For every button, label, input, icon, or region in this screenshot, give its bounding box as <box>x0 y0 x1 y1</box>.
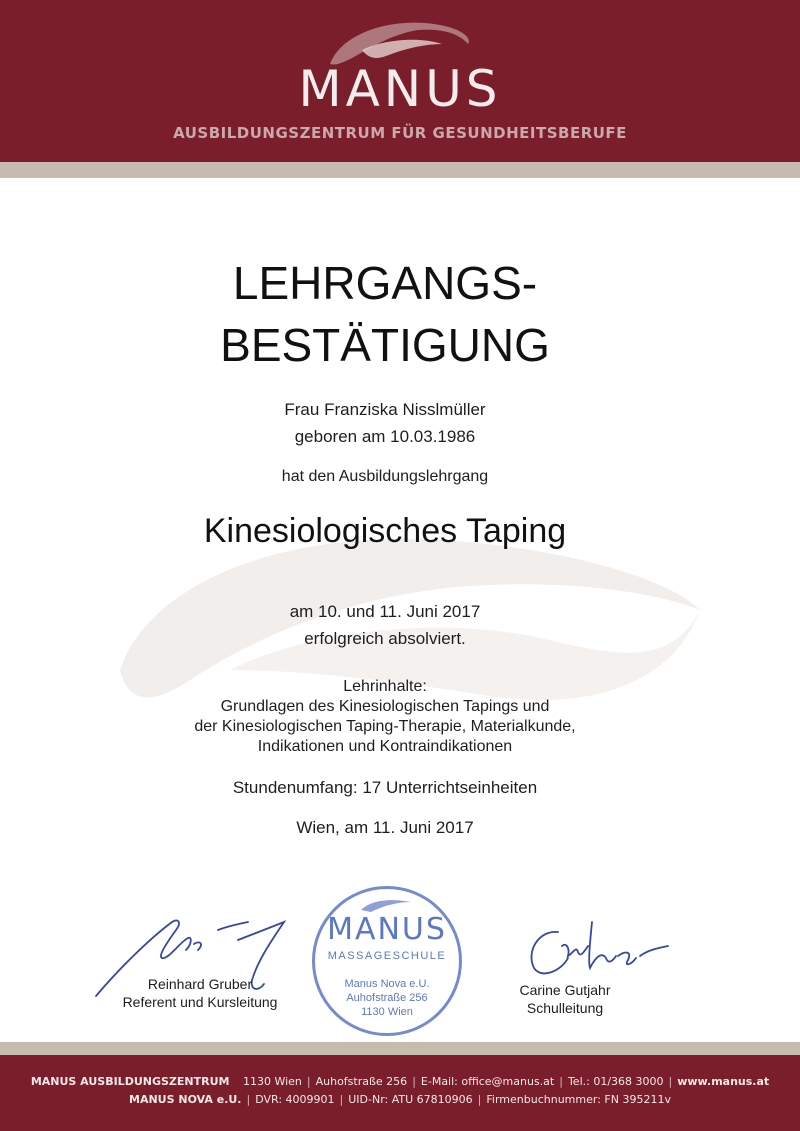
content-heading: Lehrinhalte: <box>343 678 427 695</box>
content-list <box>0 697 770 757</box>
footer-street: Auhofstraße 256 <box>315 1075 408 1088</box>
recipient-name: Frau Franziska Nisslmüller <box>284 400 486 419</box>
content-line: Grundlagen des Kinesiologischen Tapings und <box>220 698 550 715</box>
course-name: Kinesiologisches Taping <box>203 512 567 550</box>
birth-date: geboren am 10.03.1986 <box>294 427 476 446</box>
footer-line-2: MANUS NOVA e.U. | DVR: 4009901 | UID-Nr: ATU 67810906 | Firmenbuchnummer: FN 395211v <box>129 1093 671 1106</box>
footer-banner <box>0 1055 800 1131</box>
manus-logo-wordmark: MANUS <box>298 60 502 118</box>
footer-uid: UID-Nr: ATU 67810906 <box>348 1093 473 1106</box>
signer-right-name: Carine Gutjahr <box>519 982 611 998</box>
stamp-subtitle: MASSAGESCHULE <box>327 950 447 962</box>
content-line: Indikationen und Kontraindikationen <box>257 738 513 755</box>
footer-dvr: DVR: 4009901 <box>255 1093 335 1106</box>
stamp-logo-text: MANUS <box>327 912 447 947</box>
title-line-2: BESTÄTIGUNG <box>220 319 550 371</box>
stamp-street: Auhofstraße 256 <box>346 992 428 1004</box>
footer-city: 1130 Wien <box>242 1075 302 1088</box>
title-line-1: LEHRGANGS- <box>232 257 538 309</box>
signer-left-role: Referent und Kursleitung <box>122 994 278 1010</box>
header-divider-stripe <box>0 162 800 178</box>
signer-left-name: Reinhard Gruber <box>147 976 253 992</box>
course-dates: am 10. und 11. Juni 2017 <box>289 602 481 621</box>
school-stamp <box>312 886 462 1036</box>
completion-text: erfolgreich absolviert. <box>304 629 466 648</box>
footer-email: E-Mail: office@manus.at <box>420 1075 555 1088</box>
footer-line-1: MANUS AUSBILDUNGSZENTRUM 1130 Wien | Auhofstraße 256 | E-Mail: office@manus.at | Tel.: 01/368 3000 | www.manus.at <box>30 1075 770 1088</box>
header-banner <box>0 0 800 162</box>
place-and-date: Wien, am 11. Juni 2017 <box>296 818 474 837</box>
signer-right-role: Schulleitung <box>526 1000 604 1016</box>
footer-company-2: MANUS NOVA e.U. <box>129 1093 242 1106</box>
stamp-company: Manus Nova e.U. <box>344 978 430 990</box>
intro-text: hat den Ausbildungslehrgang <box>281 468 489 485</box>
header-tagline: AUSBILDUNGSZENTRUM FÜR GESUNDHEITSBERUFE <box>173 124 627 142</box>
certificate-title <box>0 252 770 376</box>
signature-right-icon <box>518 912 678 992</box>
content-line: der Kinesiologischen Taping-Therapie, Materialkunde, <box>194 718 576 735</box>
footer-phone: Tel.: 01/368 3000 <box>567 1075 664 1088</box>
stamp-city: 1130 Wien <box>361 1006 413 1018</box>
footer-fb: Firmenbuchnummer: FN 395211v <box>486 1093 671 1106</box>
course-hours: Stundenumfang: 17 Unterrichtseinheiten <box>232 778 538 797</box>
footer-company: MANUS AUSBILDUNGSZENTRUM <box>30 1075 230 1088</box>
footer-website: www.manus.at <box>677 1075 770 1088</box>
footer-divider-stripe <box>0 1042 800 1055</box>
